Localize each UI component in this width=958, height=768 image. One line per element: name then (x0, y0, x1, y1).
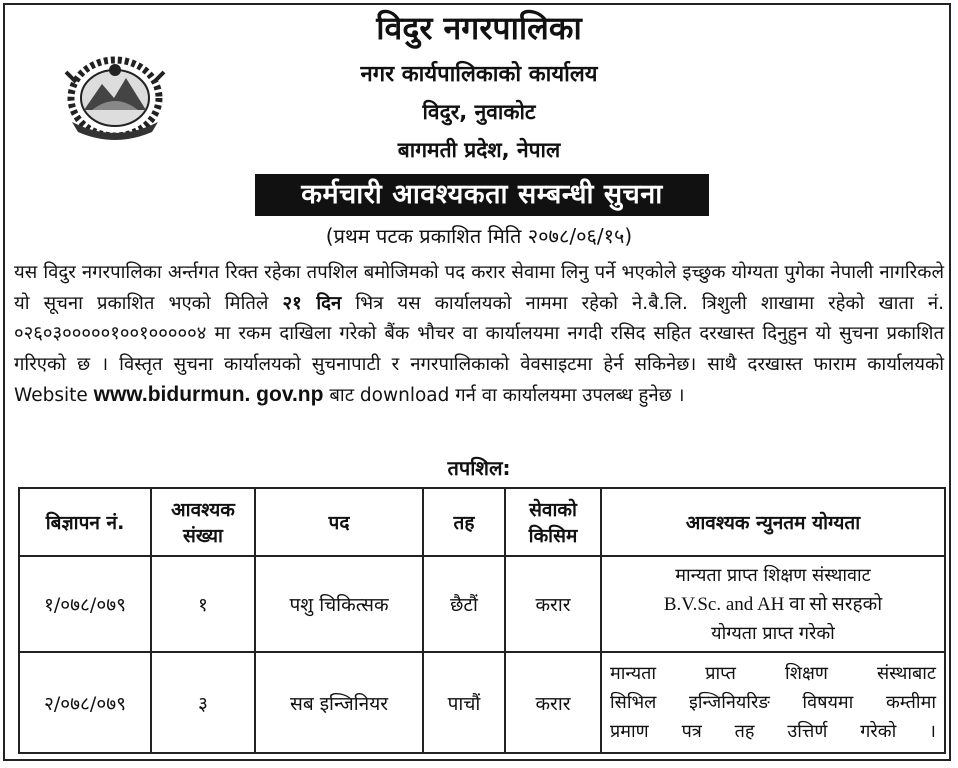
cell-qualification (601, 652, 945, 753)
cell-count: १ (151, 556, 255, 652)
office-name: नगर कार्यपालिकाको कार्यालय (360, 62, 598, 87)
qualification-line2: सिभिल इन्जिनियरिङ विषयमा कम्तीमा (610, 692, 936, 713)
table-header-row (19, 488, 945, 556)
cell-ad-no: १/०७८/०७९ (19, 556, 151, 652)
qualification-line3: योग्यता प्राप्त गरेको (711, 622, 835, 644)
notice-title: कर्मचारी आवश्यकता सम्बन्धी सुचना (255, 174, 709, 216)
notice-body-part3: बाट download गर्न वा कार्यालयमा उपलब्ध हुनेछ । (329, 385, 685, 406)
province-name: बागमती प्रदेश, नेपाल (397, 138, 561, 162)
cell-service: करार (505, 652, 601, 753)
header-count (151, 488, 255, 556)
header-ad-no: बिज्ञापन नं. (19, 488, 151, 556)
notice-body (14, 258, 944, 412)
cell-post: सब इन्जिनियर (255, 652, 423, 753)
deadline-days: २१ दिन (282, 292, 342, 314)
cell-level: छैटौं (423, 556, 505, 652)
table-row (19, 556, 945, 652)
header-count-line1: आवश्यक (171, 499, 235, 521)
qualification-line3: प्रमाण पत्र तह उत्तिर्ण गरेको । (610, 721, 936, 742)
cell-service: करार (505, 556, 601, 652)
cell-post: पशु चिकित्सक (255, 556, 423, 652)
header-qualification: आवश्यक न्युनतम योग्यता (601, 488, 945, 556)
cell-ad-no: २/०७८/०७९ (19, 652, 151, 753)
office-location: विदुर, नुवाकोट (422, 100, 536, 124)
header-service (505, 488, 601, 556)
website-link[interactable]: www.bidurmun. gov.np (93, 383, 324, 406)
notice-body-part2: भित्र यस कार्यालयको नाममा रहेको ने.बै.लि. त्रिशुली शाखामा रहेको खाता नं. ०२६०३०००००१००१०००००४ मा रकम दाखिला गरेको बैंक भौचर वा कार्यालयमा नगदी रसिद सहित दरखास्त दिनुहुन यो सुचना प्रकाशित गरिएको छ । विस्तृत सुचना कार्यालयको सुचनापाटी र नगरपालिकाको वेवसाइटमा हेर्न सकिनेछ। साथै दरखास्त फाराम कार्यालयको Website (14, 292, 944, 406)
notice-body-part1: यस विदुर नगरपालिका अर्न्तगत रिक्त रहेका तपशिल बमोजिमको पद करार सेवामा लिनु पर्ने भएकोले इच्छुक योग्यता पुगेका नेपाली नागरिकले यो सूचना प्रकाशित भएको मितिले (14, 262, 944, 314)
cell-qualification (601, 556, 945, 652)
header-count-line2: संख्या (183, 525, 223, 547)
qualification-line1: मान्यता प्राप्त शिक्षण संस्थाबाट (610, 663, 936, 684)
header-service-line2: किसिम (528, 525, 578, 547)
qualification-line2: B.V.Sc. and AH वा सो सरहको (663, 593, 883, 615)
publication-date: (प्रथम पटक प्रकाशित मिति २०७८/०६/१५) (325, 224, 633, 248)
header-service-line1: सेवाको (529, 499, 577, 521)
vacancy-table (18, 487, 946, 754)
table-row (19, 652, 945, 753)
header-post: पद (255, 488, 423, 556)
details-heading: तपशिल: (447, 456, 511, 480)
qualification-line1: मान्यता प्राप्त शिक्षण संस्थावाट (675, 564, 871, 586)
cell-count: ३ (151, 652, 255, 753)
cell-level: पाचौं (423, 652, 505, 753)
header-level: तह (423, 488, 505, 556)
municipality-name: विदुर नगरपालिका (376, 9, 582, 47)
